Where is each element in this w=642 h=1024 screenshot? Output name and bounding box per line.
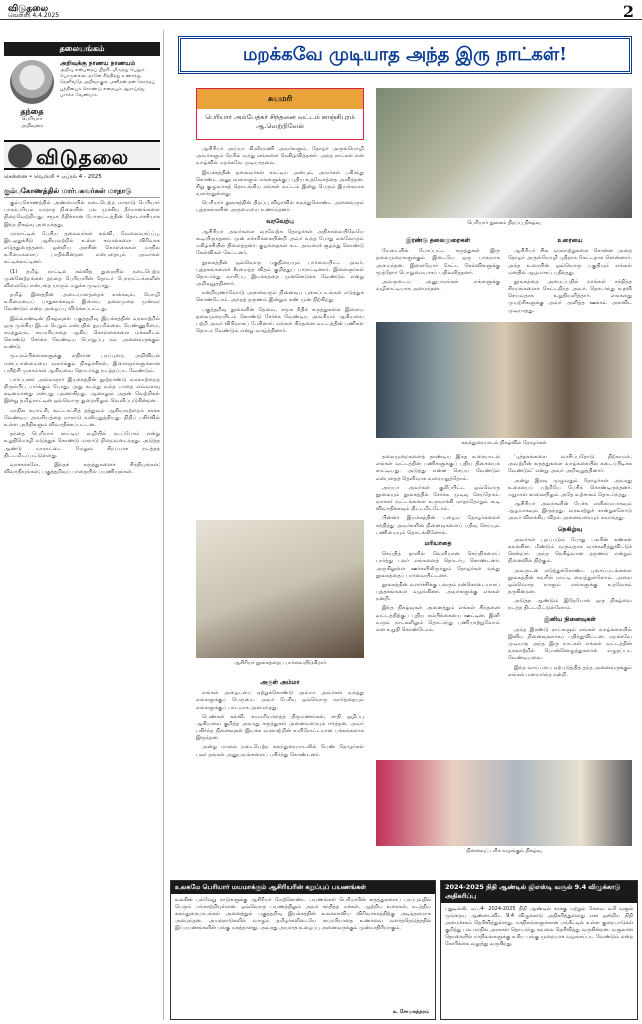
paragraph: மாநில சுயாட்சி, கூட்டாட்சித் தத்துவம் ஆகியவற்றைக் காக்க வேண்டிய அவசியத்தை மாநாடு வலியுறுத்தியது. நிதிப் பகிர்வில் உள்ள அநீதிகளும் விவாதிக்கப்பட்டன. bbox=[4, 407, 160, 428]
masthead-date: வெள்ளி 4.4.2025 bbox=[8, 12, 60, 19]
article-column-2 bbox=[376, 234, 500, 318]
quote-body: அறிவு என்பதைப் பிறரிடமிருந்து பெறும் பொருளல்ல; தானே சிந்தித்து உணர்ந்து தெளிவதே அறிவாகும். மனிதன் தன் சொந்தப் புத்தியைக் கொண்டு எதையும் ஆராய்ந்து பார்க்க வேண்டும். bbox=[60, 68, 156, 98]
article-column-2b bbox=[376, 454, 500, 754]
article-column-1 bbox=[196, 146, 364, 516]
paragraph: ஆசிரியர் அய்யா கி.வீரமணி அவர்களும், தோழர் அருள்மொழி அவர்களும் நேரில் வந்து எங்களை நெகிழ்வித்தனர். அந்த நாட்கள் என் வாழ்வில் மறக்கவே முடியாதவை. bbox=[196, 146, 364, 167]
subheading: உரையை bbox=[557, 237, 583, 244]
portrait-image bbox=[10, 60, 54, 104]
masthead-title: விடுதலை bbox=[8, 4, 49, 14]
author-box bbox=[196, 88, 364, 140]
paragraph: எங்கள் அழைப்பை ஏற்றுக்கொண்டு அம்மா அவர்கள் வந்தது எங்களுக்குப் பெருமை. அவர் பேசிய ஒவ்வொரு வார்த்தையும் எங்களுக்குப் பாடமாக அமைந்தது. bbox=[196, 690, 364, 711]
logo-text: விடுதலை bbox=[36, 145, 130, 169]
paragraph: செய்தித் தாளில் வெளியான செய்திகளைப் பார்த்து பலர் எங்களைத் தொடர்பு கொண்டனர். அருகிலுள்ள ஊர்களிலிருந்தும் தோழர்கள் வந்து நூலகத்தைப் பார்வையிட்டனர். bbox=[376, 551, 500, 579]
paragraph: தமிழ் இனத்தின் அடையாளத்தைக் காக்கவும், மொழி உரிமையைப் பாதுகாக்கவும் இளைய தலைமுறை முன்வர வேண்டும் என்ற அழைப்பு விடுக்கப்பட்டது. bbox=[4, 292, 160, 313]
photo-caption: பெரியார் நூலகம் திறப்பு நிகழ்வு bbox=[467, 220, 541, 226]
paragraph: ஆசிரியர் சில வரலாற்றுகளை சொன்ன அதை தோழர் அருள்மொழி புதிதாக கேட்டதாக சொன்னார். அந்த உரையின் ஒவ்வொரு பகுதியும் எங்கள் மனதில் ஆழமாகப் பதிந்தது. bbox=[508, 248, 632, 276]
photo-discussion bbox=[376, 322, 632, 438]
article-title: மறக்கவே முடியாத அந்த இரு நாட்கள்! bbox=[242, 44, 568, 65]
subheading: வரவேற்பு bbox=[266, 217, 294, 225]
paragraph: தலைமுறைகளைத் தாண்டிய இந்த உரையாடல் எங்கள் வட்டத்தின் பணிகளுக்குப் புதிய திசையைக் காட்டியது. அடுத்து என்ன செய்ய வேண்டும் என்பதைத் தெளிவாக வரையறுத்தோம். bbox=[376, 454, 500, 482]
paragraph: நூலகத்தின் வளர்ச்சிக்கு பலரும் நன்கொடையாகப் புத்தகங்களை வழங்கினர். அவர்களுக்கு எங்கள் நன்றி. bbox=[376, 581, 500, 603]
paragraph: மேடையில் பேசப்பட்ட கருத்துகள் இரு தலைமுறைகளுக்கும் இடையே ஒரு பாலமாக அமைந்தன. இளையோர் கேட்ட கேள்விகளுக்கு மூத்தோர் பொறுமையாகப் பதிலளித்தனர். bbox=[376, 248, 500, 276]
bottom-right-headline: 2024-2025 நிதி ஆண்டில் ஜிஎஸ்டி வசூல் 9.4 விழுக்காடு அதிகரிப்பு bbox=[441, 881, 637, 903]
paragraph: ஆசிரியர் அவர்களை வரவேற்க தோழர்கள் அதிகாலையிலேயே கூடியிருந்தனர். முன் எச்சரிக்கையின்றி அவர் வந்த போது எல்லோரும் மகிழ்ச்சியில் திளைத்தனர். குழந்தைகள் கூட அவரைச் சூழ்ந்து கொண்டு கேள்விகள் கேட்டனர். bbox=[196, 228, 364, 257]
subheading: இரண்டு தலைமுறைகள் bbox=[405, 237, 471, 244]
paragraph: மூடநம்பிக்கைகளுக்கு எதிரான பரப்புரை, அறிவியல் மனப்பான்மையை வளர்க்கும் நிகழ்ச்சிகள், இளைஞர்களுக்கான பயிற்சி முகாம்கள் ஆகியவை தொடர்ந்து நடத்தப்பட வேண்டும். bbox=[4, 353, 160, 374]
quote-title: அறிவுக்கு நாணய நாணயம் bbox=[60, 60, 136, 67]
paragraph: இந்த வாய்ப்பை ஏற்படுத்தித் தந்த அனைவருக்கும் எங்கள் மனமார்ந்த நன்றி. bbox=[508, 664, 632, 678]
paragraph: பகுத்தறிவு நூல்களின் தேவை, சமூக நீதிக் கருத்துகளை இளைய தலைமுறையிடம் கொண்டு சேர்க்க வேண்டிய அவசியம் ஆகியவை பற்றி அவர் விரிவாகப் பேசினார். எங்கள் சிந்தனை வட்டத்தின் பணிகள் தொடர வேண்டும் என்று வாழ்த்தினார். bbox=[196, 306, 364, 335]
article-column-3 bbox=[508, 234, 632, 318]
subheading: நெகிழ்வு bbox=[557, 525, 582, 533]
logo-figure-icon bbox=[8, 144, 32, 168]
feature-article bbox=[170, 30, 638, 860]
paragraph: கும்பகோணத்தில் அண்மையில் நடைபெற்ற மாநாடு பெரியார் பாரம்பரியம் மாறாத நிலையில் பல முக்கிய தீர்மானங்களை நிறைவேற்றியது. சமூக நீதிக்கான போராட்டத்தின் தொடர்ச்சியாக இந்த நிகழ்வு அமைந்தது. bbox=[4, 200, 160, 228]
paragraph: அந்த இரண்டு நாட்களும் எங்கள் வாழ்க்கையில் இனிய நினைவுகளாகப் பதிந்துவிட்டன. மறக்கவே முடியாத அந்த இரு நாட்கள் எங்கள் வட்டத்தின் வரலாற்றில் பொன்னெழுத்துகளால் எழுதப்பட வேண்டியவை. bbox=[508, 626, 632, 662]
photo-visit bbox=[196, 520, 364, 658]
paragraph: பெரியார் நூலகத்தின் திறப்பு விழாவில் கலந்துகொண்ட அனைவரும் புத்தகங்களின் அருமையை உணர்ந்தனர். bbox=[196, 200, 364, 214]
paragraph: இயக்கத்தின் தலைவர்கள் காட்டிய அன்பும், அவர்கள் பகிர்ந்து கொண்ட அனுபவங்களும் எங்களுக்குப் புதிய உத்வேகத்தை அளித்தன. சிறு குழுவாகத் தொடங்கிய எங்கள் வட்டம் இன்று பெரும் இயக்கமாக வளர்ந்துள்ளது. bbox=[196, 169, 364, 198]
newspaper-logo bbox=[4, 140, 160, 170]
editorial-column bbox=[4, 30, 164, 1020]
bottom-article-right bbox=[440, 880, 638, 1020]
bottom-left-credit: க. சோமசுந்தரம் bbox=[392, 1009, 429, 1016]
author-box-title: சுயமரி bbox=[197, 89, 363, 109]
photo-caption: ஆசிரியர் நூலகத்தைப் பார்வையிடுகிறார் bbox=[233, 660, 327, 666]
photo-library bbox=[376, 88, 632, 218]
editorial-headline: கும்பகோணத்தில் மார்பகவர்கள் மாநாடு bbox=[4, 186, 160, 198]
paragraph: ஆசிரியர் அவர்களின் பேச்சு எளிமையாகவும் ஆழமாகவும் இருந்தது. வரலாற்றுச் சான்றுகளோடு அவர் விளக்கிய விதம் அனைவரையும் கவர்ந்தது. bbox=[508, 501, 632, 522]
bottom-left-body: உலகின் பல்வேறு நாடுகளுக்கு ஆசிரியர் மேற்கொண்ட பயணங்கள் பெரியாரின் கருத்துகளைப் பரப்புவதில் பெரும் பங்காற்றியுள்ளன. ஒவ்வொரு பயணத்திலும் அவர் சந்தித்த மக்கள், ஆற்றிய உரைகள், நடத்திய கலந்துரையாடல்கள் அனைத்தும் பகுத்தறிவு இயக்கத்தின் உலகளாவிய விரிவாக்கத்திற்கு அடித்தளமாக அமைந்தன. அயல்நாடுகளில் வாழும் தமிழர்களிடையே சுயமரியாதை உணர்வை வளர்த்தெடுத்ததில் இப்பயணங்களின் பங்கு மகத்தானது. அவரது அயராத உழைப்பு அனைவருக்கும் முன்மாதிரியாகும். bbox=[175, 896, 431, 931]
bottom-left-headline: உலகமே பெரியார் மயமாக்கும் ஆசிரியரின் கறுப்புப் பயணங்கள் bbox=[171, 881, 435, 894]
paragraph: பார்ப்பனர் அல்லாதார் இயக்கத்தின் நூற்றாண்டு வரலாற்றைத் திரும்பிப் பார்க்கும் போது, அது கடந்து வந்த பாதை எவ்வளவு கடினமானது என்பது புலனாகிறது. ஆனாலும் அதன் வெற்றிகள் இன்று தமிழ்நாட்டின் ஒவ்வொரு துறையிலும் வெளிப்படுகின்றன. bbox=[4, 376, 160, 405]
portrait-subtitle: பெரியார் அறிவுரை bbox=[21, 116, 43, 129]
paragraph: அன்று மாலை நடைபெற்ற கலந்துரையாடலில் பெண் தோழர்கள் பலர் தங்கள் அனுபவங்களைப் பகிர்ந்து கொண்டனர். bbox=[196, 744, 364, 758]
paragraph: அன்று இரவு முழுவதும் தோழர்கள் அவரது உரையைப் பற்றியே பேசிக் கொண்டிருந்தனர். மறுநாள் காலையிலும் அதே உற்சாகம் தொடர்ந்தது. bbox=[508, 477, 632, 498]
paragraph: (1) தமிழ் நாட்டில் கல்வித் துறையில் நடைபெற்ற முன்னேற்றங்கள் தந்தை பெரியாரின் தொடர் போராட்டங்களின் விளைவே என்பதை யாரும் மறுக்க முடியாது. bbox=[4, 268, 160, 289]
paragraph: தந்தை பெரியார் காட்டிய வழியில் நடப்போம் என்று உறுதிமொழி எடுத்துக் கொண்டு மாநாடு நிறைவடைந்தது. அடுத்த ஆண்டு மாநாட்டை மேலும் சிறப்பாக நடத்தத் திட்டமிடப்பட்டுள்ளது. bbox=[4, 431, 160, 459]
subheading: மரியாதை bbox=[424, 539, 452, 547]
article-column-1b bbox=[196, 676, 364, 856]
masthead bbox=[0, 0, 642, 20]
article-banner bbox=[178, 36, 632, 74]
paragraph: அவர்கள் புறப்படும் போது பலரின் கண்கள் கலங்கின. மீண்டும் வருவதாக வாக்களித்துவிட்டுச் சென்றார். அந்த நெகிழ்வான தருணம் என்றும் நினைவில் நிற்கும். bbox=[508, 536, 632, 565]
paragraph: அவருடன் எடுத்துக்கொண்ட புகைப்படங்களை நூலகத்தின் சுவரில் மாட்டி வைத்துள்ளோம். அவை ஒவ்வொரு நாளும் எங்களுக்கு உத்வேகம் தருகின்றன. bbox=[508, 567, 632, 596]
paragraph: அவருடைய அனுபவங்கள் எங்களுக்கு வழிகாட்டியாக அமைந்தன. bbox=[376, 278, 500, 293]
bottom-article-left bbox=[170, 880, 436, 1020]
paragraph: அடுத்த ஆண்டும் இதேபோல் ஒரு நிகழ்வை நடத்த திட்டமிட்டுள்ளோம். bbox=[508, 598, 632, 612]
portrait-name: தந்தை bbox=[20, 106, 44, 116]
bottom-right-body: புதுடில்லி, ஏப்.4- 2024-2025 நிதி ஆண்டில் சரக்கு மற்றும் சேவை வரி வசூல் முந்தைய ஆண்டைவிட 9.4 விழுக்காடு அதிகரித்துள்ளது என ஒன்றிய நிதி அமைச்சகம் தெரிவித்துள்ளது. மாநிலங்களுக்கான பங்கீட்டில் உள்ள குறைபாடுகள் குறித்து பல மாநில அரசுகள் தொடர்ந்து கவலை தெரிவித்து வருகின்றன. வசூலான தொகையில் மாநிலங்களுக்கு உரிய பங்கு முறையாக வழங்கப்பட வேண்டும் என்ற கோரிக்கை வலுத்து வருகிறது. bbox=[445, 905, 633, 947]
paragraph: ‘புத்தகங்களை வாசிப்பதோடு நிற்காமல், அவற்றின் கருத்துகளை வாழ்க்கையில் கடைப்பிடிக்க வேண்டும்’ என்று அவர் அறிவுறுத்தினார். bbox=[508, 454, 632, 475]
paragraph: பெண்கள் கல்வி, சுயமரியாதைத் திருமணங்கள், சாதி ஒழிப்பு ஆகியவை குறித்த அவரது கருத்துகள் அனைவரையும் ஈர்த்தன. அவர் பகிர்ந்த நினைவுகள் இயக்க வரலாற்றின் உயிரோட்டமான பக்கங்களாக இருந்தன. bbox=[196, 713, 364, 742]
paragraph: நூலகத்தை அமைப்பதில் நாங்கள் சந்தித்த சிரமங்களைக் கேட்டறிந்த அவர், தொடர்ந்து உதவி செய்வதாக உறுதியளித்தார். எங்களது முயற்சிகளுக்கு அவர் அளித்த ஊக்கம் அளவிட முடியாதது. bbox=[508, 278, 632, 314]
paragraph: வாசகர்களே, இந்தக் கருத்துகளைச் சிந்தியுங்கள்; விவாதியுங்கள்; பகுத்தறிவுப் பாதையில் பயணியுங்கள். bbox=[4, 461, 160, 476]
paragraph: நன்றியுணர்வோடு அனைவரும் நினைவுப் புகைப்படங்கள் எடுத்துக் கொண்டோம். அந்தத் தருணம் இன்றும் கண் முன் நிற்கிறது. bbox=[196, 290, 364, 304]
subheading: அருள் அம்மா bbox=[260, 679, 300, 686]
paragraph: மாநாட்டில் பேசிய தலைவர்கள் கல்வி, வேலைவாய்ப்பு, இடஒதுக்கீடு ஆகியவற்றில் உள்ள சவால்களை விரிவாக எடுத்துரைத்தனர். ஒன்றிய அரசின் கொள்கைகள் மாநில உரிமைகளைப் பாதிக்கின்றன என்பதையும் அவர்கள் சுட்டிக்காட்டினர். bbox=[4, 230, 160, 266]
page-number: 2 bbox=[622, 2, 634, 21]
dateline: சென்னை • வெள்ளி • ஏப்ரல் 4 - 2025 bbox=[4, 174, 102, 180]
photo-caption: நினைவுப் பரிசு வழங்கும் நிகழ்வு bbox=[466, 848, 542, 854]
subheading: இனிய நினைவுகள் bbox=[544, 615, 596, 623]
paragraph: நூலகத்தின் ஒவ்வொரு பகுதியையும் பார்வையிட்ட அவர், புத்தகங்களைச் சீரமைத்த விதம் குறித்துப் பாராட்டினார். இளைஞர்கள் தொடர்ந்து வாசிப்பு இயக்கத்தை முன்னெடுக்க வேண்டும் என்று அறிவுறுத்தினார். bbox=[196, 259, 364, 288]
paragraph: பின்னர் இயக்கத்தின் பழைய தோழர்களைச் சந்தித்து அவர்களின் நினைவுகளைப் பதிவு செய்யும் பணியையும் தொடங்கினோம். bbox=[376, 515, 500, 536]
paragraph: இந்த நிகழ்வுகள் அனைத்தும் எங்கள் சிந்தனை வட்டத்திற்குப் புதிய நம்பிக்கையை ஊட்டின. இனி வரும் நாட்களிலும் தொடர்ந்து பணியாற்றுவோம் என உறுதி கொண்டோம். bbox=[376, 605, 500, 633]
paragraph: இவ்வாண்டின் நிகழ்வுகள் பகுத்தறிவு இயக்கத்தின் வரலாற்றில் ஒரு முக்கிய இடம் பெறும் என்பதில் ஐயமில்லை. பெண்ணுரிமை, சமத்துவம், சுயமரியாதை ஆகிய கொள்கைகளை மக்களிடம் கொண்டு சேர்க்க வேண்டிய பொறுப்பு நம் அனைவருக்கும் உண்டு. bbox=[4, 315, 160, 351]
article-column-3b bbox=[508, 454, 632, 754]
photo-gift bbox=[376, 760, 632, 846]
paragraph: அய்யா அவர்கள் குறிப்பிட்ட ஒவ்வொரு நூலையும் நூலகத்தில் சேர்க்க முடிவு செய்தோம். வாசகர் வட்டங்களை உருவாக்கி மாதந்தோறும் கூடி விவாதிக்கவும் திட்டமிட்டோம். bbox=[376, 484, 500, 513]
photo-caption: கலந்துரையாடல் நிகழ்வில் தோழர்கள் bbox=[461, 440, 547, 446]
author-byline: பெரியார் அம்பேத்கர் சிந்தனை வட்டம் காஞ்சிபுரம் ஆ.வெற்றிவேல் bbox=[205, 113, 355, 130]
editorial-label: தலையங்கம் bbox=[4, 42, 160, 56]
editorial-body bbox=[4, 200, 160, 1020]
